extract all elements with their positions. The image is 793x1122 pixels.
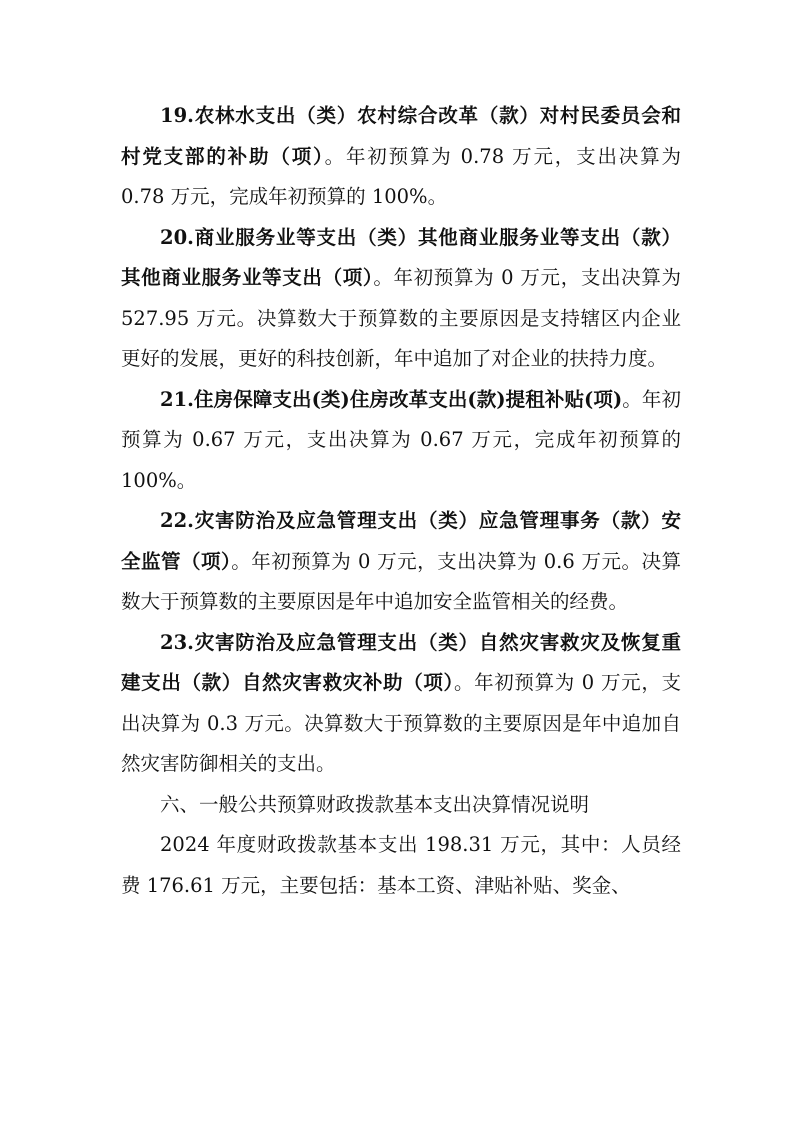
item-23-text: 。年初预算为 0 万元，支出决算为 0.3 万元。决算数大于预算数的主要原因是年中追加自然灾害防御相关的支出。 [121, 671, 681, 775]
item-22-text: 。年初预算为 0 万元，支出决算为 0.6 万元。决算数大于预算数的主要原因是年中追加安全监管相关的经费。 [121, 549, 681, 613]
item-21 [121, 380, 681, 502]
item-20-title: 20.商业服务业等支出（类）其他商业服务业等支出（款）其他商业服务业等支出（项） [121, 225, 681, 289]
item-22-title: 22.灾害防治及应急管理支出（类）应急管理事务（款）安全监管（项） [121, 509, 681, 573]
item-19 [121, 96, 681, 218]
item-23-title: 23.灾害防治及应急管理支出（类）自然灾害救灾及恢复重建支出（款）自然灾害救灾补助（项） [121, 630, 681, 694]
item-20 [121, 218, 681, 380]
section-heading: 六、一般公共预算财政拨款基本支出决算情况说明 [160, 792, 590, 816]
item-19-title: 19.农林水支出（类）农村综合改革（款）对村民委员会和村党支部的补助（项） [121, 104, 681, 168]
item-19-text: 。年初预算为 0.78 万元，支出决算为 0.78 万元，完成年初预算的 100%。 [121, 144, 681, 208]
item-20-text: 。年初预算为 0 万元，支出决算为 527.95 万元。决算数大于预算数的主要原因是支持辖区内企业更好的发展，更好的科技创新，年中追加了对企业的扶持力度。 [121, 266, 681, 370]
item-22 [121, 501, 681, 623]
summary-paragraph: 2024 年度财政拨款基本支出 198.31 万元，其中：人员经费 176.61 万元，主要包括：基本工资、津贴补贴、奖金、 [121, 833, 681, 897]
item-21-text: 。年初预算为 0.67 万元，支出决算为 0.67 万元，完成年初预算的 100%。 [121, 387, 681, 492]
document-page [121, 96, 681, 906]
item-23 [121, 623, 681, 785]
item-21-title: 21.住房保障支出(类)住房改革支出(款)提租补贴(项) [160, 387, 623, 411]
